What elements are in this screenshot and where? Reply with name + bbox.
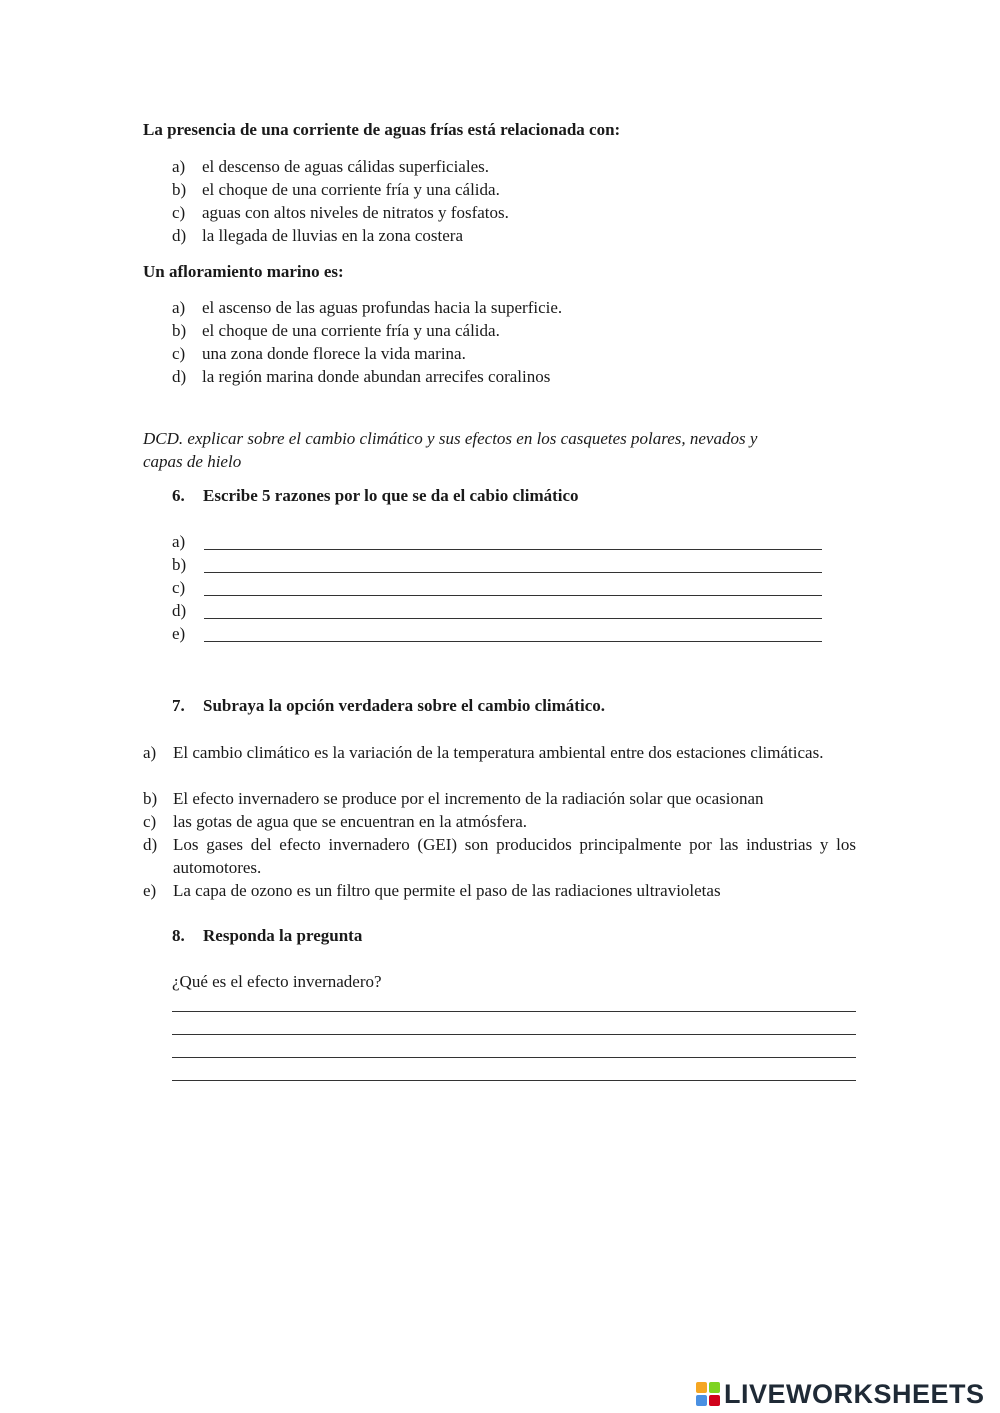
option-letter: a) — [143, 743, 157, 762]
option-text: el choque de una corriente fría y una cálida. — [202, 180, 500, 199]
option-letter: c) — [172, 344, 186, 363]
option-text: La capa de ozono es un filtro que permite el paso de las radiaciones ultravioletas — [173, 881, 721, 900]
question-7-title — [172, 696, 605, 716]
dcd-line-1: DCD. explicar sobre el cambio climático y sus efectos en los casquetes polares, nevados y — [143, 429, 758, 448]
q8-question: ¿Qué es el efecto invernadero? — [172, 972, 382, 991]
question-number: 8. — [172, 926, 185, 945]
q2-option-d — [172, 367, 550, 387]
question-6-title — [172, 486, 579, 506]
option-text: la región marina donde abundan arrecifes coralinos — [202, 367, 551, 386]
option-text: las gotas de agua que se encuentran en la atmósfera. — [173, 812, 528, 831]
question-2-title: Un afloramiento marino es: — [143, 262, 344, 281]
logo-tile — [709, 1382, 720, 1393]
q8-answer-line-3[interactable] — [172, 1057, 856, 1058]
option-letter: e) — [143, 881, 157, 900]
q6-letter-b: b) — [172, 555, 187, 574]
question-text: Responda la pregunta — [203, 926, 363, 945]
q7-option-d[interactable] — [143, 833, 856, 879]
q2-option-a — [172, 298, 562, 318]
q8-answer-line-2[interactable] — [172, 1034, 856, 1035]
dcd-paragraph — [143, 427, 843, 473]
logo-mark-icon — [696, 1382, 720, 1406]
q1-option-c — [172, 203, 509, 223]
logo-tile — [696, 1395, 707, 1406]
option-letter: a) — [172, 157, 186, 176]
question-1-title: La presencia de una corriente de aguas frías está relacionada con: — [143, 120, 621, 139]
q7-option-a[interactable] — [143, 741, 856, 764]
option-letter: d) — [172, 226, 187, 245]
question-number: 6. — [172, 486, 185, 505]
option-letter: d) — [143, 835, 158, 854]
option-letter: a) — [172, 298, 186, 317]
liveworksheets-logo — [696, 1376, 985, 1412]
option-text: la llegada de lluvias en la zona costera — [202, 226, 464, 245]
q1-option-a — [172, 157, 489, 177]
q6-answer-line-d[interactable] — [204, 618, 822, 619]
option-text: el descenso de aguas cálidas superficiales. — [202, 157, 489, 176]
q6-answer-line-c[interactable] — [204, 595, 822, 596]
option-letter: b) — [172, 180, 187, 199]
option-letter: b) — [172, 321, 187, 340]
logo-text: LIVEWORKSHEETS — [724, 1378, 985, 1409]
option-letter: b) — [143, 789, 158, 808]
option-text: una zona donde florece la vida marina. — [202, 344, 466, 363]
option-text: aguas con altos niveles de nitratos y fosfatos. — [202, 203, 509, 222]
q7-option-b[interactable] — [143, 787, 856, 810]
logo-tile — [709, 1395, 720, 1406]
dcd-line-2: capas de hielo — [143, 452, 242, 471]
q6-answer-line-b[interactable] — [204, 572, 822, 573]
option-text: El efecto invernadero se produce por el incremento de la radiación solar que ocasionan — [173, 789, 764, 808]
q7-option-e[interactable] — [143, 879, 856, 902]
option-text: el choque de una corriente fría y una cálida. — [202, 321, 500, 340]
option-letter: c) — [172, 203, 186, 222]
q2-option-b — [172, 321, 500, 341]
q7-option-c[interactable] — [143, 810, 856, 833]
logo-tile — [696, 1382, 707, 1393]
option-text: El cambio climático es la variación de la temperatura ambiental entre dos estaciones climáticas. — [173, 743, 824, 762]
q1-option-d — [172, 226, 463, 246]
q6-answer-line-a[interactable] — [204, 549, 822, 550]
option-letter: c) — [143, 812, 157, 831]
q1-option-b — [172, 180, 500, 200]
question-8-title — [172, 926, 362, 946]
option-letter: d) — [172, 367, 187, 386]
q6-letter-c: c) — [172, 578, 186, 597]
q8-answer-line-1[interactable] — [172, 1011, 856, 1012]
q6-answer-line-e[interactable] — [204, 641, 822, 642]
q6-letter-d: d) — [172, 601, 187, 620]
q8-answer-line-4[interactable] — [172, 1080, 856, 1081]
option-text: Los gases del efecto invernadero (GEI) son producidos principalmente por las industrias y los automotores. — [173, 835, 856, 877]
question-text: Escribe 5 razones por lo que se da el cabio climático — [203, 486, 579, 505]
q6-letter-e: e) — [172, 624, 186, 643]
option-text: el ascenso de las aguas profundas hacia la superficie. — [202, 298, 563, 317]
q6-letter-a: a) — [172, 532, 186, 551]
question-number: 7. — [172, 696, 185, 715]
question-text: Subraya la opción verdadera sobre el cambio climático. — [203, 696, 605, 715]
q2-option-c — [172, 344, 466, 364]
